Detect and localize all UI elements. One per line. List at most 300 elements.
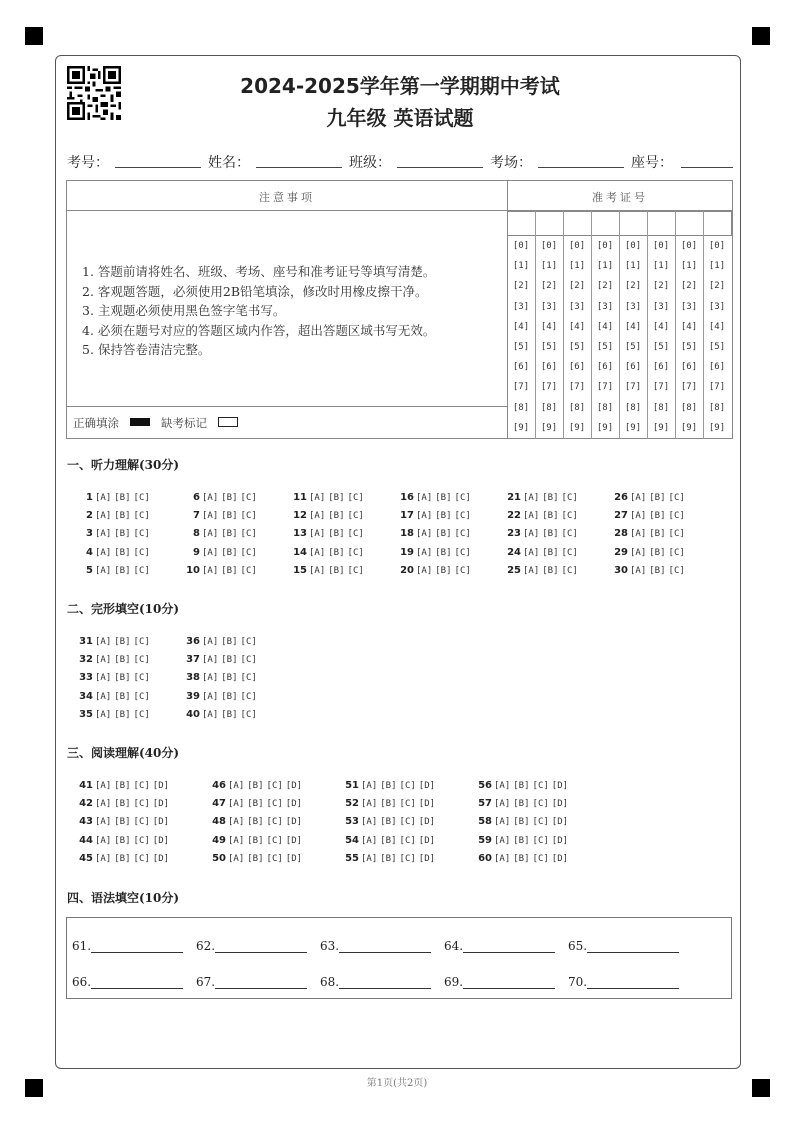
answer-bubble[interactable]: [C] — [240, 493, 257, 503]
answer-bubble[interactable]: [D] — [418, 799, 436, 810]
answer-bubble[interactable]: [B] — [221, 709, 238, 720]
answer-bubble[interactable]: [C] — [133, 673, 150, 684]
admission-digit-bubble[interactable]: [2] — [540, 281, 558, 292]
class-field[interactable] — [397, 167, 483, 168]
answer-bubble[interactable]: [A] — [95, 799, 112, 810]
answer-bubble[interactable]: [B] — [221, 637, 238, 647]
answer-bubble[interactable]: [C] — [133, 565, 150, 576]
answer-bubble[interactable]: [A] — [95, 565, 112, 576]
admission-digit-bubble[interactable]: [3] — [680, 301, 698, 312]
admission-digit-bubble[interactable]: [2] — [568, 281, 586, 292]
answer-bubble[interactable]: [A] — [309, 565, 326, 576]
admission-digit-bubble[interactable]: [6] — [624, 362, 642, 373]
answer-bubble[interactable]: [C] — [561, 547, 578, 558]
admission-digit-bubble[interactable]: [9] — [624, 422, 642, 433]
answer-bubble[interactable]: [A] — [202, 655, 219, 666]
admission-digit-bubble[interactable]: [8] — [624, 402, 642, 413]
admission-write-cell[interactable] — [563, 211, 592, 236]
answer-bubble[interactable]: [B] — [380, 853, 397, 864]
answer-bubble[interactable]: [C] — [240, 709, 257, 720]
answer-bubble[interactable]: [B] — [513, 835, 530, 846]
answer-bubble[interactable]: [B] — [513, 817, 530, 828]
admission-write-cell[interactable] — [619, 211, 648, 236]
answer-bubble[interactable]: [C] — [399, 799, 416, 810]
answer-bubble[interactable]: [B] — [114, 781, 131, 791]
answer-bubble[interactable]: [A] — [494, 781, 511, 791]
answer-bubble[interactable]: [C] — [532, 799, 549, 810]
answer-bubble[interactable]: [B] — [114, 817, 131, 828]
admission-digit-bubble[interactable]: [4] — [568, 321, 586, 332]
answer-bubble[interactable]: [B] — [380, 817, 397, 828]
grammar-blank-line[interactable] — [339, 974, 431, 989]
admission-digit-bubble[interactable]: [1] — [512, 261, 530, 272]
answer-bubble[interactable]: [A] — [228, 853, 245, 864]
answer-bubble[interactable]: [C] — [399, 835, 416, 846]
admission-digit-bubble[interactable]: [0] — [708, 241, 726, 251]
answer-bubble[interactable]: [D] — [152, 853, 170, 864]
answer-bubble[interactable]: [A] — [630, 511, 647, 522]
answer-bubble[interactable]: [B] — [221, 511, 238, 522]
answer-bubble[interactable]: [C] — [561, 565, 578, 576]
answer-bubble[interactable]: [D] — [418, 835, 436, 846]
answer-bubble[interactable]: [C] — [133, 637, 150, 647]
answer-bubble[interactable]: [C] — [133, 691, 150, 702]
admission-digit-bubble[interactable]: [0] — [596, 241, 614, 251]
answer-bubble[interactable]: [D] — [551, 799, 569, 810]
admission-write-cell[interactable] — [647, 211, 676, 236]
answer-bubble[interactable]: [C] — [133, 655, 150, 666]
answer-bubble[interactable]: [C] — [561, 529, 578, 540]
answer-bubble[interactable]: [A] — [630, 547, 647, 558]
answer-bubble[interactable]: [C] — [561, 511, 578, 522]
admission-digit-bubble[interactable]: [1] — [568, 261, 586, 272]
answer-bubble[interactable]: [C] — [133, 709, 150, 720]
admission-digit-bubble[interactable]: [6] — [652, 362, 670, 373]
admission-digit-bubble[interactable]: [1] — [708, 261, 726, 272]
answer-bubble[interactable]: [A] — [416, 565, 433, 576]
answer-bubble[interactable]: [C] — [266, 817, 283, 828]
answer-bubble[interactable]: [A] — [95, 817, 112, 828]
answer-bubble[interactable]: [C] — [532, 835, 549, 846]
answer-bubble[interactable]: [D] — [551, 835, 569, 846]
answer-bubble[interactable]: [A] — [228, 817, 245, 828]
admission-digit-bubble[interactable]: [7] — [512, 382, 530, 393]
admission-digit-bubble[interactable]: [8] — [596, 402, 614, 413]
admission-digit-bubble[interactable]: [5] — [708, 342, 726, 353]
admission-digit-bubble[interactable]: [7] — [680, 382, 698, 393]
answer-bubble[interactable]: [C] — [347, 493, 364, 503]
answer-bubble[interactable]: [B] — [649, 529, 666, 540]
answer-bubble[interactable]: [A] — [228, 799, 245, 810]
answer-bubble[interactable]: [B] — [247, 781, 264, 791]
answer-bubble[interactable]: [B] — [221, 529, 238, 540]
answer-bubble[interactable]: [B] — [114, 547, 131, 558]
answer-bubble[interactable]: [B] — [649, 565, 666, 576]
answer-bubble[interactable]: [A] — [523, 511, 540, 522]
answer-bubble[interactable]: [A] — [95, 547, 112, 558]
admission-digit-bubble[interactable]: [4] — [540, 321, 558, 332]
admission-digit-bubble[interactable]: [5] — [680, 342, 698, 353]
admission-digit-bubble[interactable]: [2] — [512, 281, 530, 292]
answer-bubble[interactable]: [C] — [347, 511, 364, 522]
answer-bubble[interactable]: [B] — [247, 835, 264, 846]
answer-bubble[interactable]: [C] — [240, 547, 257, 558]
answer-bubble[interactable]: [D] — [152, 817, 170, 828]
answer-bubble[interactable]: [C] — [668, 565, 685, 576]
answer-bubble[interactable]: [C] — [532, 781, 549, 791]
answer-bubble[interactable]: [B] — [221, 493, 238, 503]
answer-bubble[interactable]: [B] — [114, 799, 131, 810]
admission-digit-bubble[interactable]: [4] — [624, 321, 642, 332]
admission-digit-bubble[interactable]: [3] — [596, 301, 614, 312]
grammar-blank-line[interactable] — [463, 938, 555, 953]
grammar-blank-line[interactable] — [91, 938, 183, 953]
answer-bubble[interactable]: [A] — [202, 529, 219, 540]
answer-bubble[interactable]: [C] — [240, 565, 257, 576]
admission-digit-bubble[interactable]: [3] — [708, 301, 726, 312]
answer-bubble[interactable]: [D] — [551, 853, 569, 864]
answer-bubble[interactable]: [D] — [418, 817, 436, 828]
grammar-blank-line[interactable] — [215, 974, 307, 989]
admission-digit-bubble[interactable]: [4] — [512, 321, 530, 332]
answer-bubble[interactable]: [C] — [454, 493, 471, 503]
answer-bubble[interactable]: [B] — [380, 799, 397, 810]
answer-bubble[interactable]: [B] — [542, 529, 559, 540]
admission-digit-bubble[interactable]: [0] — [568, 241, 586, 251]
admission-digit-bubble[interactable]: [2] — [624, 281, 642, 292]
admission-digit-bubble[interactable]: [6] — [512, 362, 530, 373]
answer-bubble[interactable]: [C] — [240, 511, 257, 522]
answer-bubble[interactable]: [A] — [95, 835, 112, 846]
answer-bubble[interactable]: [B] — [114, 565, 131, 576]
answer-bubble[interactable]: [B] — [114, 835, 131, 846]
answer-bubble[interactable]: [B] — [542, 511, 559, 522]
answer-bubble[interactable]: [A] — [95, 781, 112, 791]
answer-bubble[interactable]: [C] — [240, 529, 257, 540]
answer-bubble[interactable]: [B] — [221, 691, 238, 702]
answer-bubble[interactable]: [A] — [202, 691, 219, 702]
answer-bubble[interactable]: [C] — [240, 655, 257, 666]
admission-digit-bubble[interactable]: [7] — [568, 382, 586, 393]
admission-digit-bubble[interactable]: [0] — [652, 241, 670, 251]
admission-digit-bubble[interactable]: [5] — [512, 342, 530, 353]
answer-bubble[interactable]: [A] — [309, 493, 326, 503]
answer-bubble[interactable]: [A] — [202, 511, 219, 522]
answer-bubble[interactable]: [A] — [95, 493, 112, 503]
answer-bubble[interactable]: [B] — [114, 493, 131, 503]
admission-digit-bubble[interactable]: [9] — [568, 422, 586, 433]
answer-bubble[interactable]: [A] — [95, 853, 112, 864]
answer-bubble[interactable]: [C] — [532, 853, 549, 864]
admission-digit-bubble[interactable]: [8] — [512, 402, 530, 413]
answer-bubble[interactable]: [A] — [361, 853, 378, 864]
grammar-blank-line[interactable] — [587, 974, 679, 989]
admission-digit-bubble[interactable]: [4] — [680, 321, 698, 332]
admission-digit-bubble[interactable]: [0] — [680, 241, 698, 251]
grammar-blank-line[interactable] — [463, 974, 555, 989]
answer-bubble[interactable]: [B] — [114, 709, 131, 720]
answer-bubble[interactable]: [D] — [152, 835, 170, 846]
answer-bubble[interactable]: [C] — [454, 565, 471, 576]
answer-bubble[interactable]: [B] — [435, 547, 452, 558]
admission-digit-bubble[interactable]: [1] — [624, 261, 642, 272]
admission-digit-bubble[interactable]: [3] — [568, 301, 586, 312]
answer-bubble[interactable]: [C] — [133, 817, 150, 828]
answer-bubble[interactable]: [A] — [416, 511, 433, 522]
admission-digit-bubble[interactable]: [4] — [708, 321, 726, 332]
answer-bubble[interactable]: [A] — [95, 673, 112, 684]
admission-digit-bubble[interactable]: [6] — [568, 362, 586, 373]
admission-digit-bubble[interactable]: [3] — [652, 301, 670, 312]
answer-bubble[interactable]: [A] — [202, 637, 219, 647]
answer-bubble[interactable]: [C] — [399, 853, 416, 864]
admission-digit-bubble[interactable]: [2] — [708, 281, 726, 292]
answer-bubble[interactable]: [A] — [309, 529, 326, 540]
answer-bubble[interactable]: [A] — [494, 853, 511, 864]
answer-bubble[interactable]: [B] — [649, 493, 666, 503]
answer-bubble[interactable]: [B] — [435, 511, 452, 522]
answer-bubble[interactable]: [C] — [240, 637, 257, 647]
answer-bubble[interactable]: [D] — [551, 817, 569, 828]
answer-bubble[interactable]: [A] — [95, 511, 112, 522]
answer-bubble[interactable]: [C] — [133, 493, 150, 503]
answer-bubble[interactable]: [C] — [561, 493, 578, 503]
answer-bubble[interactable]: [A] — [202, 565, 219, 576]
answer-bubble[interactable]: [C] — [266, 853, 283, 864]
admission-digit-bubble[interactable]: [1] — [680, 261, 698, 272]
answer-bubble[interactable]: [A] — [95, 637, 112, 647]
admission-digit-bubble[interactable]: [0] — [512, 241, 530, 251]
answer-bubble[interactable]: [C] — [133, 853, 150, 864]
answer-bubble[interactable]: [D] — [285, 817, 303, 828]
admission-digit-bubble[interactable]: [6] — [708, 362, 726, 373]
answer-bubble[interactable]: [D] — [551, 781, 569, 791]
answer-bubble[interactable]: [B] — [328, 511, 345, 522]
admission-digit-bubble[interactable]: [1] — [596, 261, 614, 272]
answer-bubble[interactable]: [C] — [133, 799, 150, 810]
answer-bubble[interactable]: [A] — [361, 835, 378, 846]
seat-number-field[interactable] — [681, 167, 733, 168]
admission-digit-bubble[interactable]: [5] — [624, 342, 642, 353]
admission-digit-bubble[interactable]: [7] — [540, 382, 558, 393]
answer-bubble[interactable]: [B] — [114, 853, 131, 864]
admission-write-cell[interactable] — [703, 211, 732, 236]
admission-digit-bubble[interactable]: [1] — [540, 261, 558, 272]
absent-mark-checkbox[interactable] — [218, 417, 238, 427]
admission-digit-bubble[interactable]: [6] — [680, 362, 698, 373]
answer-bubble[interactable]: [B] — [221, 673, 238, 684]
answer-bubble[interactable]: [A] — [228, 835, 245, 846]
answer-bubble[interactable]: [A] — [630, 565, 647, 576]
answer-bubble[interactable]: [B] — [435, 529, 452, 540]
answer-bubble[interactable]: [A] — [494, 799, 511, 810]
answer-bubble[interactable]: [B] — [328, 529, 345, 540]
answer-bubble[interactable]: [A] — [361, 799, 378, 810]
answer-bubble[interactable]: [B] — [435, 565, 452, 576]
answer-bubble[interactable]: [A] — [95, 529, 112, 540]
admission-digit-bubble[interactable]: [0] — [540, 241, 558, 251]
answer-bubble[interactable]: [C] — [668, 529, 685, 540]
answer-bubble[interactable]: [C] — [133, 781, 150, 791]
admission-write-cell[interactable] — [591, 211, 620, 236]
answer-bubble[interactable]: [D] — [152, 781, 170, 791]
answer-bubble[interactable]: [A] — [523, 493, 540, 503]
answer-bubble[interactable]: [C] — [668, 547, 685, 558]
answer-bubble[interactable]: [A] — [630, 493, 647, 503]
admission-digit-bubble[interactable]: [4] — [652, 321, 670, 332]
answer-bubble[interactable]: [C] — [454, 511, 471, 522]
admission-digit-bubble[interactable]: [0] — [624, 241, 642, 251]
answer-bubble[interactable]: [B] — [513, 853, 530, 864]
answer-bubble[interactable]: [A] — [202, 673, 219, 684]
answer-bubble[interactable]: [B] — [380, 835, 397, 846]
answer-bubble[interactable]: [C] — [133, 547, 150, 558]
answer-bubble[interactable]: [C] — [133, 511, 150, 522]
answer-bubble[interactable]: [A] — [202, 709, 219, 720]
answer-bubble[interactable]: [B] — [221, 565, 238, 576]
answer-bubble[interactable]: [B] — [649, 547, 666, 558]
answer-bubble[interactable]: [C] — [454, 547, 471, 558]
answer-bubble[interactable]: [B] — [221, 655, 238, 666]
admission-digit-bubble[interactable]: [8] — [680, 402, 698, 413]
answer-bubble[interactable]: [B] — [221, 547, 238, 558]
answer-bubble[interactable]: [A] — [416, 493, 433, 503]
admission-digit-bubble[interactable]: [9] — [652, 422, 670, 433]
answer-bubble[interactable]: [A] — [95, 709, 112, 720]
answer-bubble[interactable]: [B] — [114, 529, 131, 540]
answer-bubble[interactable]: [C] — [266, 835, 283, 846]
answer-bubble[interactable]: [A] — [361, 781, 378, 791]
name-field[interactable] — [256, 167, 342, 168]
answer-bubble[interactable]: [B] — [649, 511, 666, 522]
admission-digit-bubble[interactable]: [8] — [652, 402, 670, 413]
answer-bubble[interactable]: [A] — [228, 781, 245, 791]
answer-bubble[interactable]: [D] — [285, 853, 303, 864]
grammar-blank-line[interactable] — [339, 938, 431, 953]
answer-bubble[interactable]: [A] — [309, 511, 326, 522]
answer-bubble[interactable]: [C] — [133, 835, 150, 846]
admission-digit-bubble[interactable]: [5] — [540, 342, 558, 353]
answer-bubble[interactable]: [B] — [114, 637, 131, 647]
admission-digit-bubble[interactable]: [5] — [652, 342, 670, 353]
answer-bubble[interactable]: [B] — [380, 781, 397, 791]
answer-bubble[interactable]: [B] — [114, 673, 131, 684]
answer-bubble[interactable]: [C] — [347, 529, 364, 540]
answer-bubble[interactable]: [D] — [418, 781, 436, 791]
answer-bubble[interactable]: [A] — [523, 565, 540, 576]
admission-digit-bubble[interactable]: [2] — [596, 281, 614, 292]
answer-bubble[interactable]: [B] — [328, 547, 345, 558]
grammar-blank-line[interactable] — [91, 974, 183, 989]
admission-digit-bubble[interactable]: [5] — [568, 342, 586, 353]
answer-bubble[interactable]: [B] — [513, 799, 530, 810]
answer-bubble[interactable]: [C] — [399, 817, 416, 828]
admission-digit-bubble[interactable]: [9] — [540, 422, 558, 433]
answer-bubble[interactable]: [B] — [114, 511, 131, 522]
admission-digit-bubble[interactable]: [8] — [708, 402, 726, 413]
answer-bubble[interactable]: [B] — [114, 691, 131, 702]
answer-bubble[interactable]: [A] — [523, 529, 540, 540]
admission-digit-bubble[interactable]: [6] — [540, 362, 558, 373]
admission-digit-bubble[interactable]: [2] — [652, 281, 670, 292]
admission-digit-bubble[interactable]: [9] — [708, 422, 726, 433]
answer-bubble[interactable]: [D] — [285, 799, 303, 810]
answer-bubble[interactable]: [A] — [416, 529, 433, 540]
grammar-blank-line[interactable] — [215, 938, 307, 953]
admission-digit-bubble[interactable]: [8] — [568, 402, 586, 413]
answer-bubble[interactable]: [C] — [347, 547, 364, 558]
answer-bubble[interactable]: [B] — [114, 655, 131, 666]
answer-bubble[interactable]: [C] — [454, 529, 471, 540]
answer-bubble[interactable]: [D] — [285, 835, 303, 846]
answer-bubble[interactable]: [B] — [328, 493, 345, 503]
answer-bubble[interactable]: [A] — [202, 547, 219, 558]
answer-bubble[interactable]: [C] — [668, 511, 685, 522]
admission-write-cell[interactable] — [675, 211, 704, 236]
admission-write-cell[interactable] — [507, 211, 536, 236]
answer-bubble[interactable]: [A] — [523, 547, 540, 558]
answer-bubble[interactable]: [A] — [361, 817, 378, 828]
answer-bubble[interactable]: [A] — [202, 493, 219, 503]
exam-room-field[interactable] — [538, 167, 624, 168]
answer-bubble[interactable]: [B] — [247, 853, 264, 864]
answer-bubble[interactable]: [A] — [494, 817, 511, 828]
admission-digit-bubble[interactable]: [7] — [708, 382, 726, 393]
answer-bubble[interactable]: [B] — [542, 547, 559, 558]
admission-digit-bubble[interactable]: [9] — [596, 422, 614, 433]
grammar-blank-line[interactable] — [587, 938, 679, 953]
admission-digit-bubble[interactable]: [4] — [596, 321, 614, 332]
answer-bubble[interactable]: [B] — [435, 493, 452, 503]
admission-write-cell[interactable] — [535, 211, 564, 236]
admission-digit-bubble[interactable]: [3] — [624, 301, 642, 312]
admission-digit-bubble[interactable]: [7] — [652, 382, 670, 393]
admission-digit-bubble[interactable]: [8] — [540, 402, 558, 413]
answer-bubble[interactable]: [C] — [399, 781, 416, 791]
answer-bubble[interactable]: [B] — [542, 565, 559, 576]
admission-digit-bubble[interactable]: [3] — [512, 301, 530, 312]
answer-bubble[interactable]: [A] — [630, 529, 647, 540]
admission-digit-bubble[interactable]: [3] — [540, 301, 558, 312]
answer-bubble[interactable]: [B] — [542, 493, 559, 503]
admission-digit-bubble[interactable]: [9] — [680, 422, 698, 433]
answer-bubble[interactable]: [A] — [95, 691, 112, 702]
admission-digit-bubble[interactable]: [5] — [596, 342, 614, 353]
answer-bubble[interactable]: [B] — [513, 781, 530, 791]
admission-digit-bubble[interactable]: [6] — [596, 362, 614, 373]
answer-bubble[interactable]: [D] — [152, 799, 170, 810]
student-id-field[interactable] — [115, 167, 201, 168]
answer-bubble[interactable]: [A] — [309, 547, 326, 558]
answer-bubble[interactable]: [C] — [668, 493, 685, 503]
answer-bubble[interactable]: [C] — [266, 781, 283, 791]
answer-bubble[interactable]: [A] — [416, 547, 433, 558]
answer-bubble[interactable]: [C] — [347, 565, 364, 576]
admission-digit-bubble[interactable]: [2] — [680, 281, 698, 292]
answer-bubble[interactable]: [C] — [266, 799, 283, 810]
answer-bubble[interactable]: [C] — [240, 673, 257, 684]
answer-bubble[interactable]: [B] — [328, 565, 345, 576]
answer-bubble[interactable]: [C] — [240, 691, 257, 702]
answer-bubble[interactable]: [D] — [285, 781, 303, 791]
answer-bubble[interactable]: [B] — [247, 799, 264, 810]
admission-digit-bubble[interactable]: [1] — [652, 261, 670, 272]
admission-digit-bubble[interactable]: [7] — [624, 382, 642, 393]
admission-digit-bubble[interactable]: [7] — [596, 382, 614, 393]
answer-bubble[interactable]: [A] — [494, 835, 511, 846]
answer-bubble[interactable]: [B] — [247, 817, 264, 828]
answer-bubble[interactable]: [C] — [133, 529, 150, 540]
